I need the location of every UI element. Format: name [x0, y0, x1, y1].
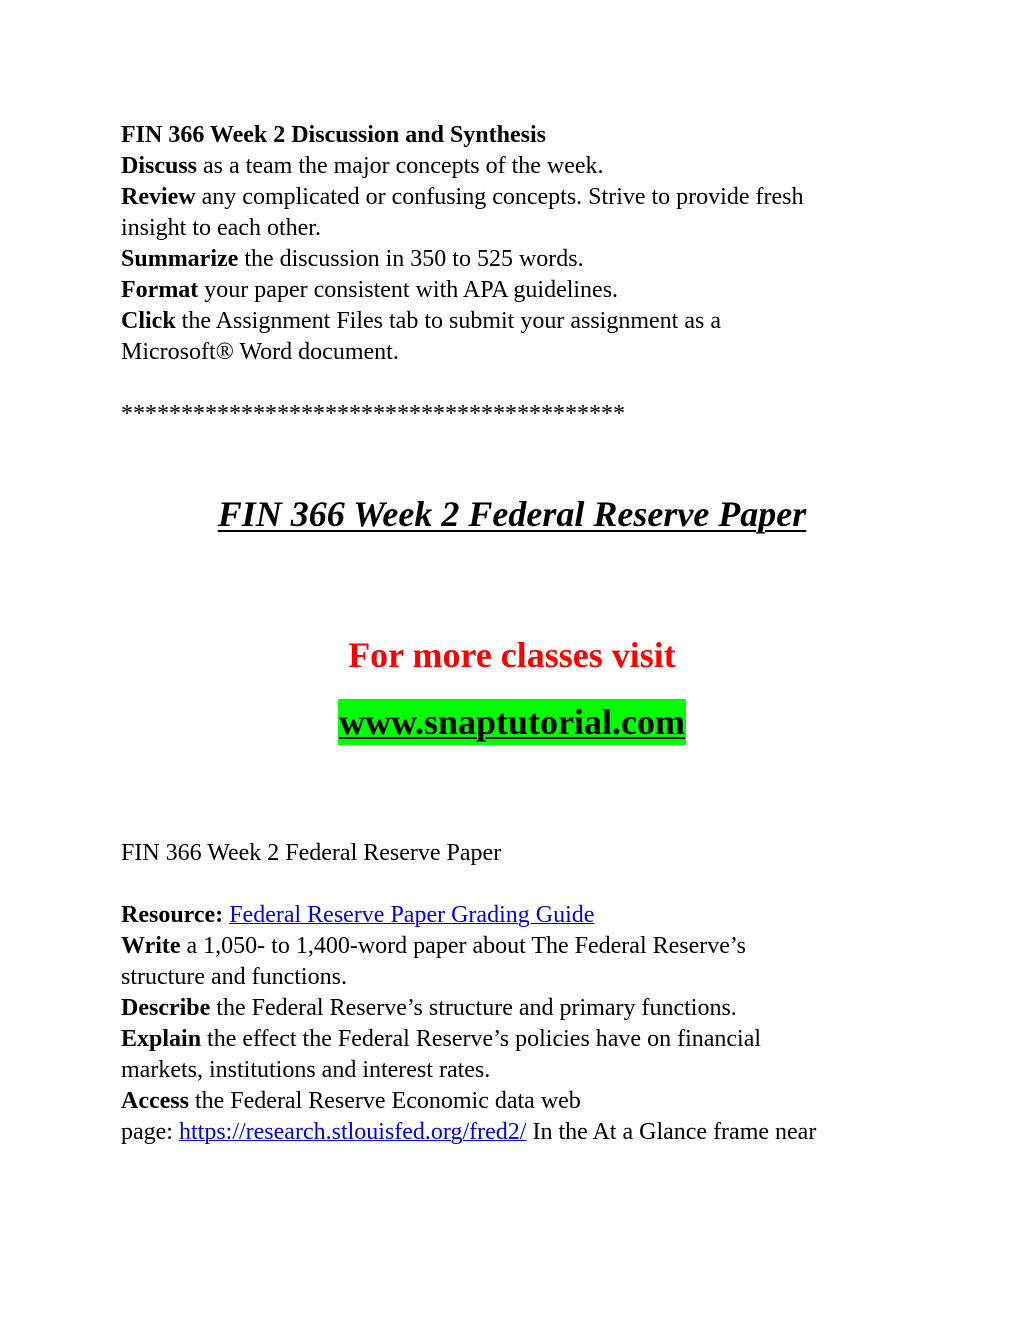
review-line	[121, 182, 921, 213]
separator-stars: ******************************************	[121, 401, 625, 427]
discuss-line	[121, 151, 921, 182]
format-line	[121, 275, 921, 306]
explain-text: the effect the Federal Reserve’s policies have on financial	[201, 1026, 762, 1052]
discussion-section	[121, 120, 921, 430]
federal-reserve-section	[121, 838, 921, 1148]
explain-line-2: markets, institutions and interest rates.	[121, 1057, 491, 1083]
promo-url-link[interactable]: www.snaptutorial.com	[338, 699, 686, 745]
explain-keyword: Explain	[121, 1026, 202, 1052]
resource-line	[121, 900, 921, 931]
summarize-line	[121, 244, 921, 275]
write-line	[121, 931, 921, 962]
page-prefix: page:	[121, 1119, 179, 1145]
fred-link[interactable]: https://research.stlouisfed.org/fred2/	[178, 1119, 527, 1145]
discuss-text: as a team the major concepts of the week.	[197, 153, 604, 179]
describe-line	[121, 993, 921, 1024]
discussion-title: FIN 366 Week 2 Discussion and Synthesis	[121, 122, 546, 148]
write-keyword: Write	[121, 933, 181, 959]
paper-title: FIN 366 Week 2 Federal Reserve Paper	[121, 840, 502, 866]
review-keyword: Review	[121, 184, 196, 210]
promo-url-wrapper	[0, 699, 1024, 745]
discuss-keyword: Discuss	[121, 153, 198, 179]
click-line	[121, 306, 921, 337]
access-line-2	[121, 1117, 921, 1148]
access-keyword: Access	[121, 1088, 189, 1114]
resource-keyword: Resource:	[121, 902, 224, 928]
review-line-2: insight to each other.	[121, 215, 321, 241]
promo-text: For more classes visit	[348, 635, 676, 675]
explain-line	[121, 1024, 921, 1055]
click-text: the Assignment Files tab to submit your assignment as a	[175, 308, 721, 334]
summarize-keyword: Summarize	[121, 246, 239, 272]
grading-guide-link[interactable]: Federal Reserve Paper Grading Guide	[229, 902, 595, 928]
paper-heading: FIN 366 Week 2 Federal Reserve Paper	[217, 494, 807, 534]
page-suffix: In the At a Glance frame near	[526, 1119, 817, 1145]
format-text: your paper consistent with APA guidelines.	[198, 277, 619, 303]
click-keyword: Click	[121, 308, 176, 334]
access-line	[121, 1086, 921, 1117]
write-text: a 1,050- to 1,400-word paper about The Federal Reserve’s	[180, 933, 746, 959]
click-line-2: Microsoft® Word document.	[121, 339, 399, 365]
describe-text: the Federal Reserve’s structure and primary functions.	[210, 995, 737, 1021]
access-text: the Federal Reserve Economic data web	[188, 1088, 581, 1114]
review-text: any complicated or confusing concepts. Strive to provide fresh	[195, 184, 804, 210]
blank-line	[121, 368, 921, 399]
describe-keyword: Describe	[121, 995, 211, 1021]
blank-line	[121, 869, 921, 900]
write-line-2: structure and functions.	[121, 964, 347, 990]
format-keyword: Format	[121, 277, 199, 303]
summarize-text: the discussion in 350 to 525 words.	[238, 246, 584, 272]
